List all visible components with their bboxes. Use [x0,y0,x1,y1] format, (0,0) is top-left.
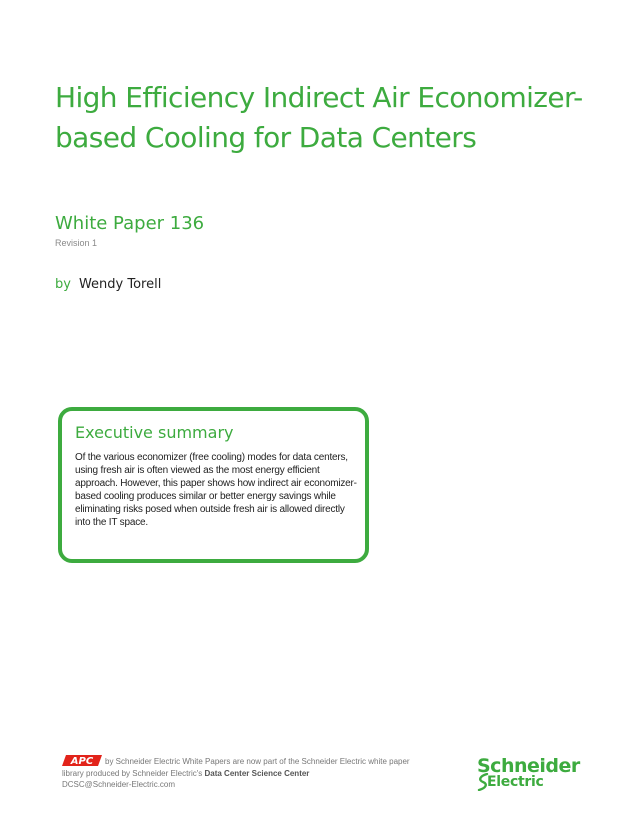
byline [55,277,161,292]
executive-summary-heading: Executive summary [75,423,234,442]
executive-summary-text: Of the various economizer (free cooling) modes for data centers, using fresh air is often viewed as the most energy efficient approach. However, this paper shows how indirect air economizer-based cooling produces similar or better energy savings while eliminating risks posed when outside fresh air is allowed directly into the IT space. [75,452,357,528]
apc-logo-text: APC [70,756,94,766]
logo-word-schneider: Schneider [477,755,580,777]
logo-word-electric: Electric [487,774,544,790]
footer-intro: by Schneider Electric White Papers are now part of the Schneider Electric white paper library produced by Schneider Electric's [62,757,410,778]
by-label: by [55,277,71,292]
executive-summary-box [58,407,369,563]
footer-note [62,755,422,791]
document-title: High Efficiency Indirect Air Economizer-based Cooling for Data Centers [55,81,583,154]
data-center-science-center-name: Data Center Science Center [204,768,310,778]
footer-email: DCSC@Schneider-Electric.com [62,780,176,789]
schneider-electric-logo [477,756,592,792]
author-name: Wendy Torell [78,277,162,292]
revision-label: Revision 1 [55,238,98,248]
apc-logo-icon [62,755,102,766]
white-paper-number: White Paper 136 [55,213,205,234]
